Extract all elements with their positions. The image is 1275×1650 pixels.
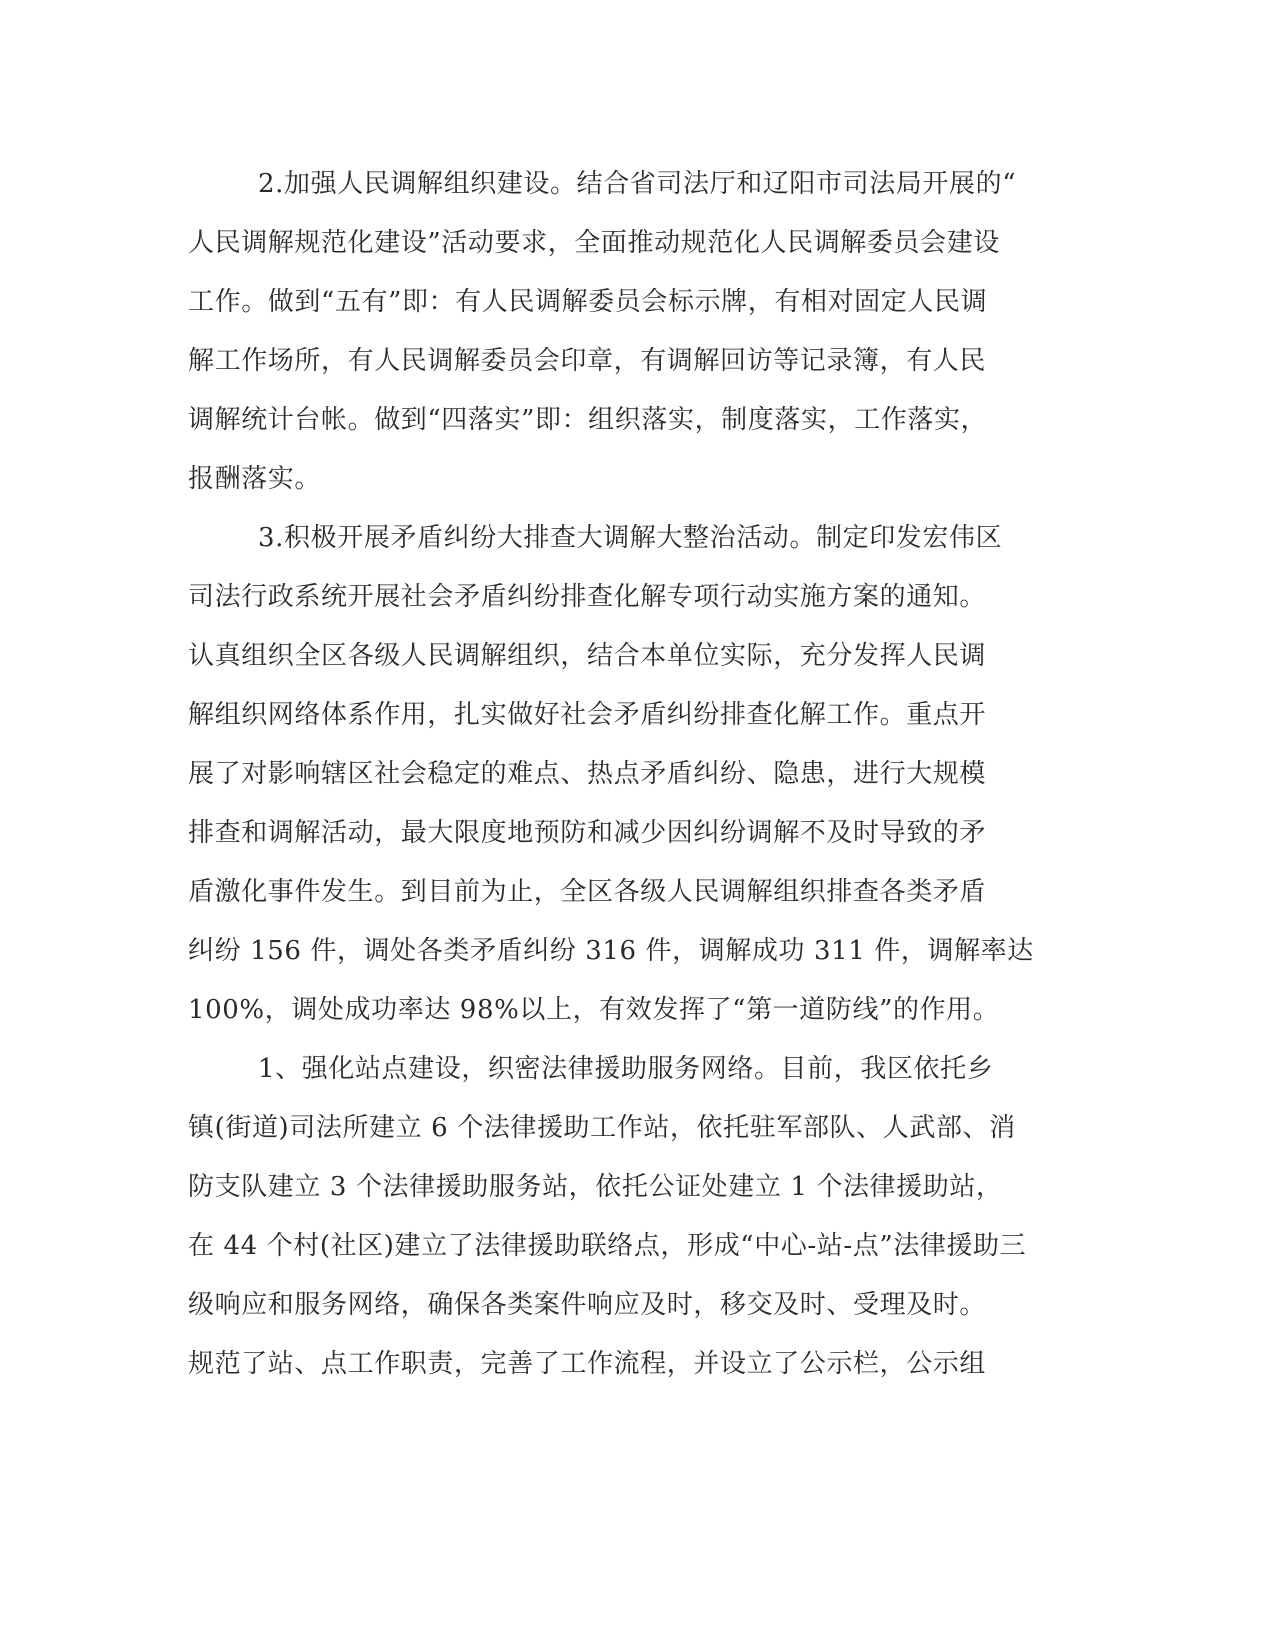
text-line: 盾激化事件发生。到目前为止，全区各级人民调解组织排查各类矛盾 [188, 877, 987, 907]
text-line: 规范了站、点工作职责，完善了工作流程，并设立了公示栏，公示组 [188, 1349, 987, 1379]
text-line: 展了对影响辖区社会稳定的难点、热点矛盾纠纷、隐患，进行大规模 [188, 759, 987, 789]
text-line: 纠纷 156 件，调处各类矛盾纠纷 316 件，调解成功 311 件，调解率达 [188, 936, 1034, 966]
text-line: 防支队建立 3 个法律援助服务站，依托公证处建立 1 个法律援助站， [188, 1172, 1003, 1202]
text-line: 解组织网络体系作用，扎实做好社会矛盾纠纷排查化解工作。重点开 [188, 700, 987, 730]
text-line: 认真组织全区各级人民调解组织，结合本单位实际，充分发挥人民调 [188, 641, 987, 671]
text-line: 排查和调解活动，最大限度地预防和减少因纠纷调解不及时导致的矛 [188, 818, 987, 848]
paragraph-dispute-investigation [188, 509, 1068, 1040]
text-line: 2.加强人民调解组织建设。结合省司法厅和辽阳市司法局开展的“ [258, 169, 1017, 199]
text-line: 镇(街道)司法所建立 6 个法律援助工作站，依托驻军部队、人武部、消 [188, 1113, 1016, 1143]
text-line: 调解统计台帐。做到“四落实”即：组织落实，制度落实，工作落实， [188, 405, 988, 435]
text-line: 1、强化站点建设，织密法律援助服务网络。目前，我区依托乡 [258, 1054, 994, 1084]
text-line: 级响应和服务网络，确保各类案件响应及时，移交及时、受理及时。 [188, 1290, 987, 1320]
text-line: 3.积极开展矛盾纠纷大排查大调解大整治活动。制定印发宏伟区 [258, 523, 1003, 553]
text-line: 报酬落实。 [188, 464, 322, 494]
text-line: 100%，调处成功率达 98%以上，有效发挥了“第一道防线”的作用。 [188, 995, 1000, 1025]
text-line: 司法行政系统开展社会矛盾纠纷排查化解专项行动实施方案的通知。 [188, 582, 987, 612]
document-body [188, 155, 1068, 1394]
text-line: 人民调解规范化建设”活动要求，全面推动规范化人民调解委员会建设 [188, 228, 1000, 258]
text-line: 工作。做到“五有”即：有人民调解委员会标示牌，有相对固定人民调 [188, 287, 988, 317]
text-line: 解工作场所，有人民调解委员会印章，有调解回访等记录簿，有人民 [188, 346, 987, 376]
paragraph-mediation-organization [188, 155, 1068, 509]
paragraph-legal-aid-network [188, 1040, 1068, 1394]
text-line: 在 44 个村(社区)建立了法律援助联络点，形成“中心-站-点”法律援助三 [188, 1231, 1027, 1261]
